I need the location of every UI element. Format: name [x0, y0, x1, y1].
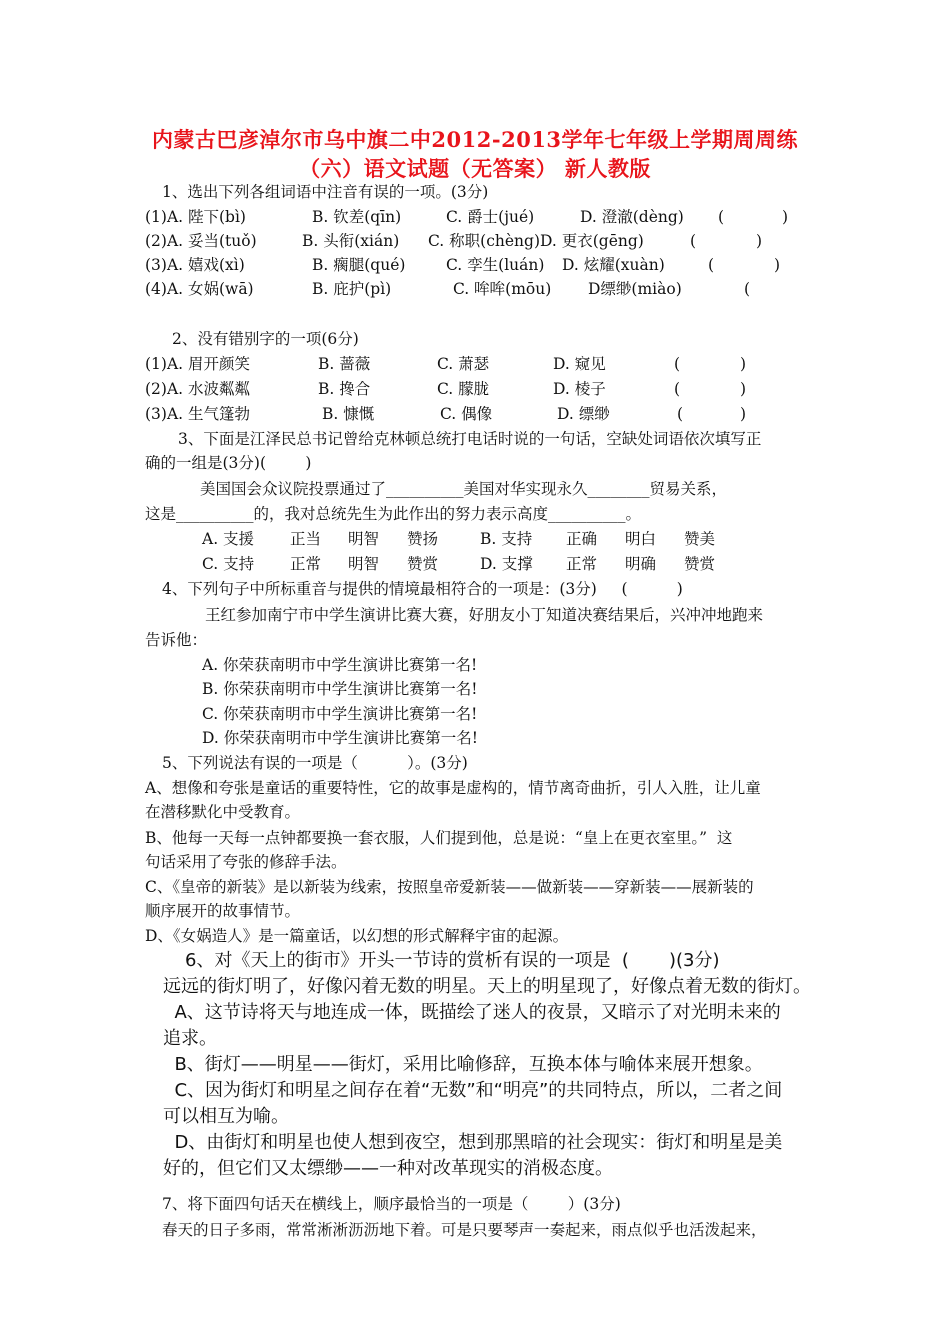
q3-stem-line2: 确的一组是(3分)( ) [145, 454, 312, 472]
q1-r3-close: ) [774, 256, 781, 274]
q3-opt-b-w2: 正确 [566, 530, 598, 548]
q2-r2-close: ) [740, 380, 747, 398]
q2-r2-d: D. 棱子 [553, 380, 606, 398]
q3-passage-line1: 美国国会众议院投票通过了__________美国对华实现永久________贸易关系， [200, 480, 728, 498]
q2-r2-b: B. 搀合 [318, 380, 371, 398]
q3-opt-c-w3: 明智 [348, 555, 380, 573]
q1-stem: 1、选出下列各组词语中注音有误的一项。(3分) [162, 183, 489, 201]
q6-line: A、这节诗将天与地连成一体，既描绘了迷人的夜景，又暗示了对光明未来的 [163, 1002, 781, 1023]
q4-opt-a: A. 你荣获南明市中学生演讲比赛第一名! [202, 656, 478, 674]
q6-line: 追求。 [163, 1028, 217, 1049]
q1-r2-b: B. 头衔(xián) [302, 232, 400, 250]
q2-r1-b: B. 蔷薇 [318, 355, 371, 373]
q1-r3-b: B. 瘸腿(qué) [312, 256, 406, 274]
q1-r1-c: C. 爵士(jué) [446, 208, 535, 226]
q5-line: C、《皇帝的新装》是以新装为线索，按照皇帝爱新装——做新装——穿新装——展新装的 [145, 878, 754, 896]
q1-r1-close: ) [782, 208, 789, 226]
q4-context-line1: 王红参加南宁市中学生演讲比赛大赛，好朋友小丁知道决赛结果后，兴冲冲地跑来 [205, 606, 764, 624]
q1-r2-close: ) [756, 232, 763, 250]
q5-stem: 5、下列说法有误的一项是（ ）。(3分) [162, 754, 468, 772]
q3-opt-a-w2: 正当 [290, 530, 322, 548]
q1-r1-open: ( [718, 208, 725, 226]
q4-stem: 4、下列句子中所标重音与提供的情境最相符合的一项是：(3分) ( ) [162, 580, 683, 598]
q6-line: C、因为街灯和明星之间存在着“无数”和“明亮”的共同特点，所以，二者之间 [163, 1080, 783, 1101]
doc-title-line1: 内蒙古巴彦淖尔市乌中旗二中2012-2013学年七年级上学期周周练 [151, 127, 799, 152]
q6-line: B、街灯——明星——街灯，采用比喻修辞，互换本体与喻体来展开想象。 [163, 1054, 763, 1075]
q2-stem: 2、没有错别字的一项(6分) [172, 330, 359, 348]
q3-opt-a: A. 支援 [202, 530, 255, 548]
q4-opt-b: B. 你荣获南明市中学生演讲比赛第一名! [202, 680, 478, 698]
q2-r1-close: ) [740, 355, 747, 373]
q2-r1-open: ( [674, 355, 681, 373]
q1-r4-a: (4)A. 女娲(wā) [145, 280, 254, 298]
q1-r3-a: (3)A. 嬉戏(xì) [145, 256, 245, 274]
q5-line: 在潜移默化中受教育。 [145, 803, 301, 821]
q2-r3-open: ( [677, 405, 684, 423]
q6-line: D、由街灯和明星也使人想到夜空，想到那黑暗的社会现实：街灯和明星是美 [163, 1132, 783, 1153]
q2-r2-open: ( [674, 380, 681, 398]
q2-r2-a: (2)A. 水波粼粼 [145, 380, 251, 398]
q5-line: 顺序展开的故事情节。 [145, 902, 301, 920]
q1-r1-d: D. 澄澈(dèng) [580, 208, 684, 226]
q5-line: 句话采用了夸张的修辞手法。 [145, 853, 347, 871]
q1-r2-a: (2)A. 妥当(tuǒ) [145, 232, 257, 250]
q1-r2-c: C. 称职(chèng)D. 更衣(gēng) [428, 232, 644, 250]
q7-stem: 7、将下面四句话天在横线上，顺序最恰当的一项是（ ）(3分) [162, 1195, 621, 1213]
q3-opt-d: D. 支撑 [480, 555, 533, 573]
q3-opt-c-w2: 正常 [290, 555, 322, 573]
q3-opt-b: B. 支持 [480, 530, 533, 548]
doc-title-line2: （六）语文试题（无答案） 新人教版 [299, 156, 651, 181]
q1-r2-open: ( [690, 232, 697, 250]
q3-opt-a-w4: 赞扬 [407, 530, 439, 548]
q2-r3-close: ) [740, 405, 747, 423]
q1-r4-d: D缥缈(miào) [588, 280, 682, 298]
q2-r1-d: D. 窥见 [553, 355, 606, 373]
q1-r3-c: C. 孪生(luán) [446, 256, 545, 274]
q4-opt-c: C. 你荣获南明市中学生演讲比赛第一名! [202, 705, 478, 723]
q2-r3-b: B. 慷慨 [322, 405, 375, 423]
q1-r3-open: ( [708, 256, 715, 274]
q1-r3-d: D. 炫耀(xuàn) [562, 256, 665, 274]
q1-r1-a: (1)A. 陛下(bì) [145, 208, 246, 226]
q3-opt-c-w4: 赞赏 [407, 555, 439, 573]
q3-opt-c: C. 支持 [202, 555, 255, 573]
q2-r2-c: C. 朦胧 [437, 380, 490, 398]
q1-r4-c: C. 哞哞(mōu) [453, 280, 552, 298]
q6-stem: 6、对《天上的街市》开头一节诗的赏析有误的一项是 ( )(3分) [185, 950, 720, 971]
q5-line: A、想像和夸张是童话的重要特性，它的故事是虚构的，情节离奇曲折，引人入胜，让儿童 [145, 779, 761, 797]
q7-passage: 春天的日子多雨，常常淅淅沥沥地下着。可是只要琴声一奏起来，雨点似乎也活泼起来， [162, 1221, 767, 1239]
q3-opt-b-w3: 明白 [625, 530, 657, 548]
q1-r4-b: B. 庇护(pì) [312, 280, 392, 298]
q3-opt-d-w2: 正常 [566, 555, 598, 573]
q6-line: 可以相互为喻。 [163, 1106, 289, 1127]
q2-r3-a: (3)A. 生气篷勃 [145, 405, 251, 423]
q6-line: 好的，但它们又太缥缈——一种对改革现实的消极态度。 [163, 1158, 613, 1179]
q3-passage-line2: 这是__________的，我对总统先生为此作出的努力表示高度__________。 [145, 505, 642, 523]
q5-line: D、《女娲造人》是一篇童话，以幻想的形式解释宇宙的起源。 [145, 927, 569, 945]
q4-opt-d: D. 你荣获南明市中学生演讲比赛第一名! [202, 729, 478, 747]
q4-context-line2: 告诉他： [145, 631, 208, 649]
q3-opt-d-w3: 明确 [625, 555, 657, 573]
q3-opt-a-w3: 明智 [348, 530, 380, 548]
q2-r1-c: C. 萧瑟 [437, 355, 490, 373]
q3-stem-line1: 3、下面是江泽民总书记曾给克林顿总统打电话时说的一句话，空缺处词语依次填写正 [178, 430, 762, 448]
q6-poem: 远远的街灯明了，好像闪着无数的明星。天上的明星现了，好像点着无数的街灯。 [163, 976, 811, 997]
q2-r3-d: D. 缥缈 [557, 405, 610, 423]
q1-r1-b: B. 钦差(qīn) [312, 208, 402, 226]
q3-opt-b-w4: 赞美 [684, 530, 716, 548]
q5-line: B、他每一天每一点钟都要换一套衣服，人们提到他，总是说：“皇上在更衣室里。” 这 [145, 829, 733, 847]
q2-r1-a: (1)A. 眉开颜笑 [145, 355, 251, 373]
q2-r3-c: C. 偶像 [440, 405, 493, 423]
q1-r4-open: ( [744, 280, 751, 298]
q3-opt-d-w4: 赞赏 [684, 555, 716, 573]
